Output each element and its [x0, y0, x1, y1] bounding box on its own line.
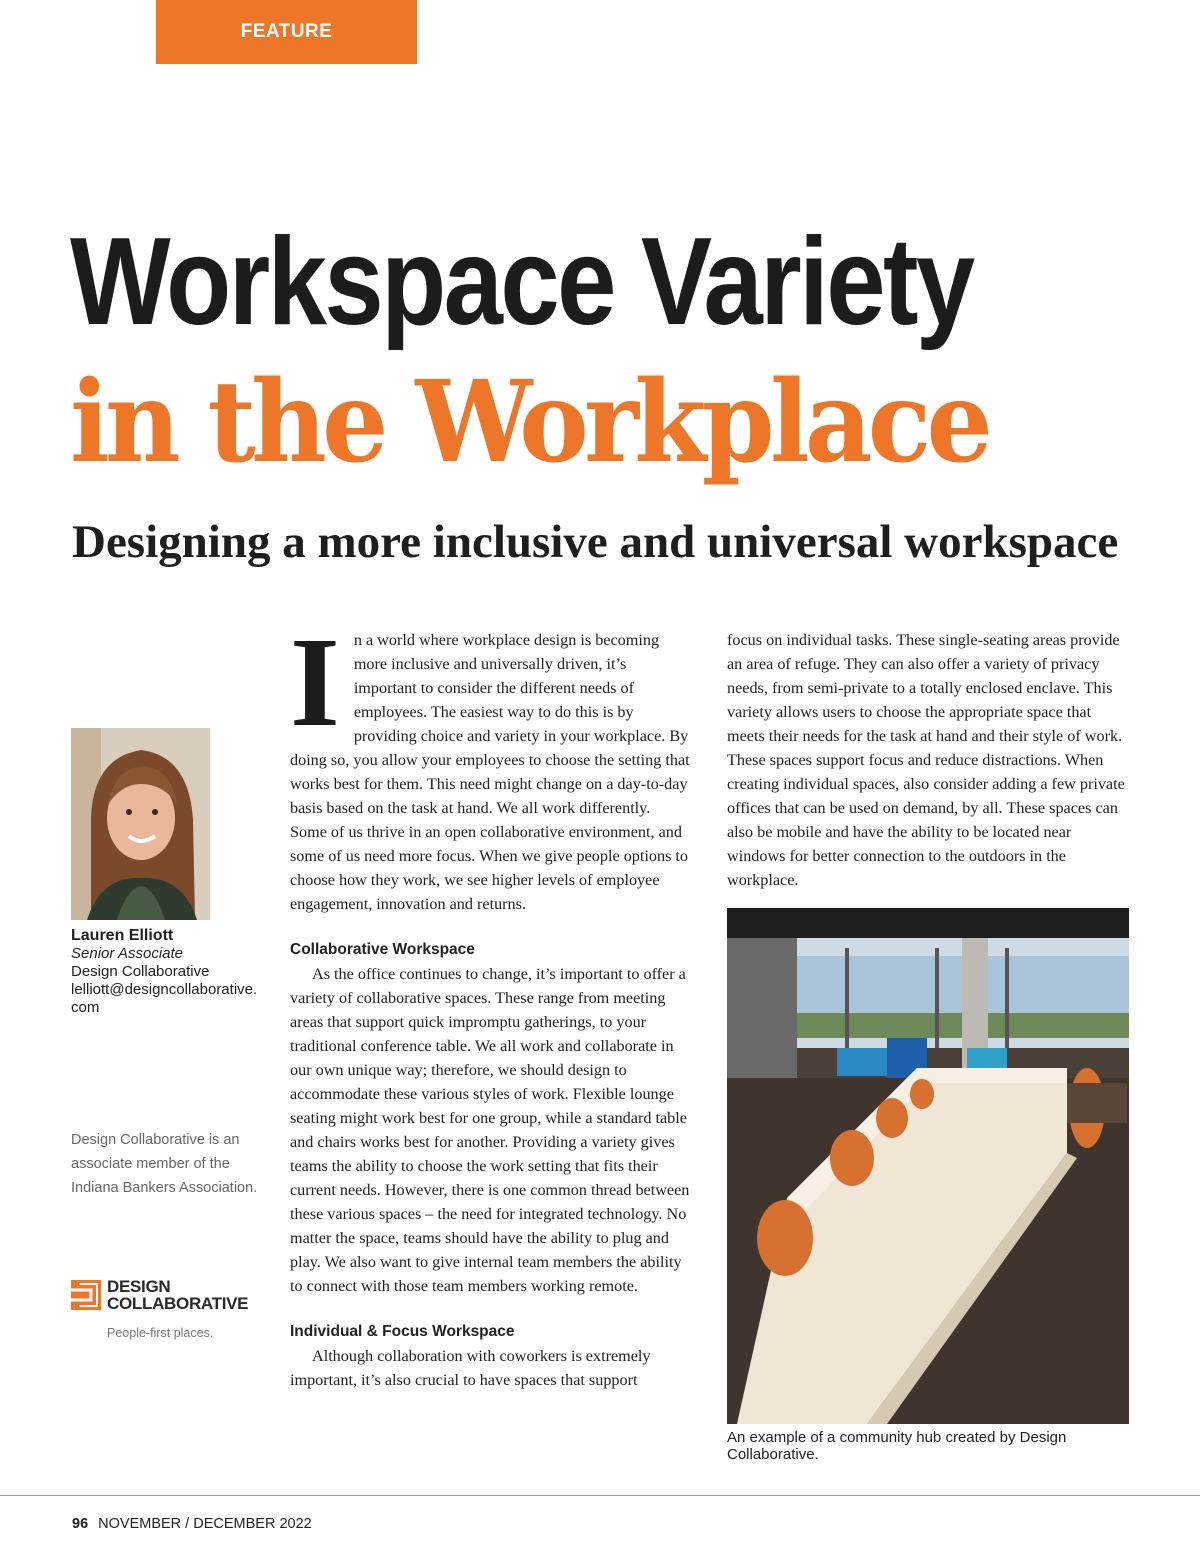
- issue-date: NOVEMBER / DECEMBER 2022: [98, 1516, 312, 1532]
- paragraph-individual-start: Although collaboration with coworkers is extremely important, it’s also crucial to have spaces that support: [290, 1347, 651, 1389]
- author-email[interactable]: [71, 981, 271, 1017]
- headline-line-1: Workspace Variety: [70, 213, 973, 351]
- heading-collaborative-workspace: Collaborative Workspace: [290, 941, 475, 958]
- company-logo: [71, 1276, 251, 1346]
- member-note: Design Collaborative is an associate member of the Indiana Bankers Association.: [71, 1132, 258, 1196]
- page-footer: [72, 1516, 312, 1532]
- author-photo: [71, 728, 210, 920]
- logo-line-2: COLLABORATIVE: [107, 1294, 249, 1313]
- logo-tagline: People-first places.: [107, 1326, 214, 1340]
- subheadline: Designing a more inclusive and universal workspace: [72, 516, 1119, 568]
- author-name: Lauren Elliott: [71, 927, 174, 944]
- intro-text: n a world where workplace design is becoming more inclusive and universally driven, it’s important to consider the different needs of employees. The easiest way to do this is by providing choice and variety in your workplace. By doing so, you allow your employees to choose the setting that works best for them. This need might change on a day-to-day basis based on the task at hand. We all work differently. Some of us thrive in an open collaborative environment, and some of us need more focus. When we give people options to choose how they work, we see higher levels of employee engagement, innovation and returns.: [290, 631, 690, 913]
- author-title: Senior Associate: [71, 945, 184, 962]
- article-column-2: [727, 628, 1132, 892]
- community-hub-photo: [727, 908, 1129, 1424]
- drop-cap: I: [290, 611, 340, 753]
- intro-paragraph: [290, 611, 690, 916]
- photo-caption: An example of a community hub created by Design Collaborative.: [727, 1429, 1067, 1463]
- paragraph-individual-continued: focus on individual tasks. These single-seating areas provide an area of refuge. They can also offer a variety of privacy needs, from semi-private to a totally enclosed enclave. This variety allows users to choose the appropriate space that meets their needs for the task at hand and their style of work. These spaces support focus and reduce distractions. When creating individual spaces, also consider adding a few private offices that can be used on demand, by all. These spaces can also be mobile and have the ability to be located near windows for better connection to the outdoors in the workplace.: [727, 631, 1125, 889]
- logo-line-1: DESIGN: [107, 1277, 171, 1296]
- author-email-line-1: lelliott@designcollaborative.: [71, 981, 258, 998]
- page-number: 96: [72, 1516, 89, 1532]
- logo-mark-icon: [71, 1280, 105, 1314]
- author-bio: [71, 927, 271, 1017]
- author-company: Design Collaborative: [71, 963, 210, 980]
- article-column-1: [290, 611, 690, 1392]
- paragraph-collaborative: As the office continues to change, it’s important to offer a variety of collaborative spaces. These range from meeting areas that support quick impromptu gatherings, to your traditional conference table. We all work and collaborate in our own unique way; therefore, we should design to accommodate these various styles of work. Flexible lounge seating might work best for one group, while a standard table and chairs works best for another. Providing a variety gives teams the ability to choose the work setting that fits their current needs. However, there is one common thread between these various spaces – the need for integrated technology. No matter the space, teams should have the ability to plug and play. We also want to give internal team members the ability to connect with those team members working remote.: [290, 965, 690, 1295]
- section-label: FEATURE: [156, 0, 417, 64]
- logo-wordmark: [107, 1278, 248, 1312]
- heading-individual-focus-workspace: Individual & Focus Workspace: [290, 1323, 515, 1340]
- headline-line-2: in the Workplace: [70, 357, 989, 488]
- footer-divider: [0, 1495, 1200, 1496]
- author-email-line-2: com: [71, 999, 100, 1016]
